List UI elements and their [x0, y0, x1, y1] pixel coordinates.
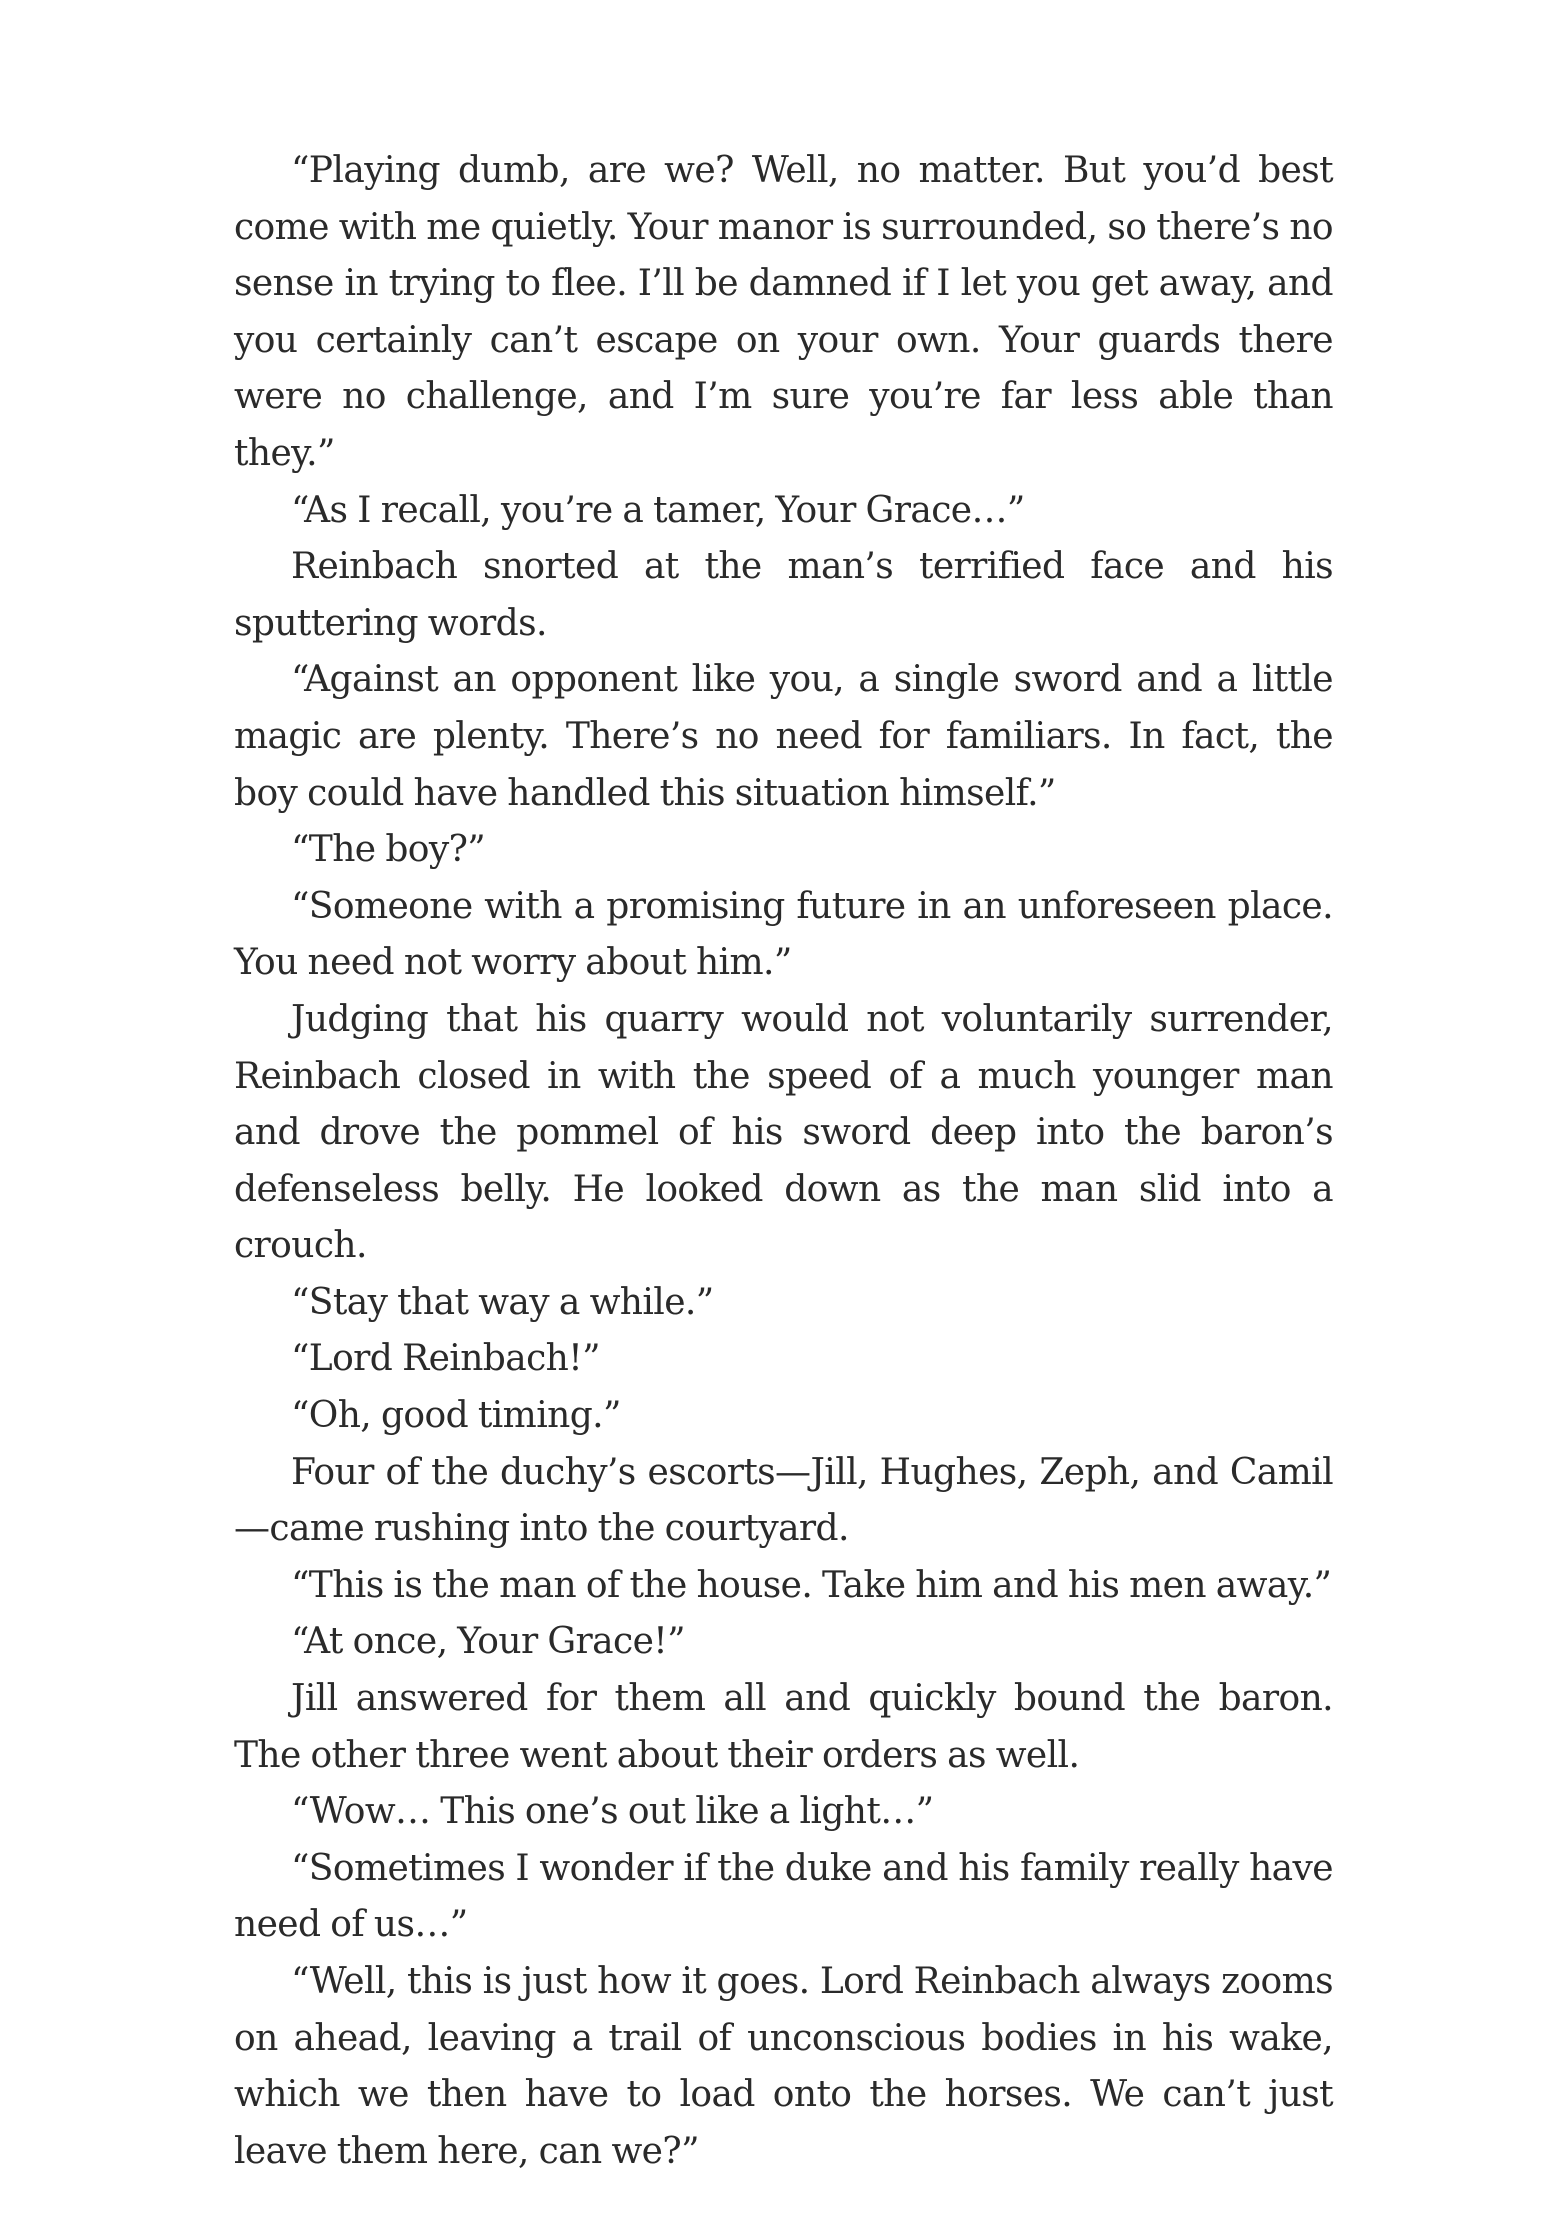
paragraph: Judging that his quarry would not voluntarily surrender, Reinbach closed in with the speed of a much younger man and drove the pommel of his sword deep into the baron’s defenseless belly. He looked down as the man slid into a crouch. — [234, 998, 1333, 1267]
paragraph: “Against an opponent like you, a single sword and a little magic are plenty. There’s no need for familiars. In fact, the boy could have handled this situation himself.” — [234, 659, 1333, 814]
paragraph: “Lord Reinbach!” — [291, 1338, 600, 1380]
paragraph: “Sometimes I wonder if the duke and his family really have need of us…” — [234, 1847, 1333, 1946]
paragraph: “Stay that way a while.” — [291, 1281, 714, 1323]
paragraph: “Well, this is just how it goes. Lord Reinbach always zooms on ahead, leaving a trail of unconscious bodies in his wake, which we then have to load onto the horses. We can’t just leave them here, can we?” — [234, 1961, 1333, 2172]
paragraph: “Wow… This one’s out like a light…” — [291, 1791, 934, 1833]
paragraph: “Playing dumb, are we? Well, no matter. But you’d best come with me quietly. Your manor is surrounded, so there’s no sense in trying to flee. I’ll be damned if I let you get away, and you certainly can’t escape on your own. Your guards there were no challenge, and I’m sure you’re far less able than they.” — [234, 150, 1333, 474]
paragraph: “At once, Your Grace!” — [291, 1621, 685, 1663]
paragraph: “This is the man of the house. Take him and his men away.” — [291, 1564, 1332, 1606]
paragraph: “Oh, good timing.” — [291, 1395, 621, 1437]
paragraph: Four of the duchy’s escorts—Jill, Hughes, Zeph, and Camil—came rushing into the courtyard. — [234, 1451, 1333, 1550]
paragraph: Jill answered for them all and quickly bound the baron. The other three went about their orders as well. — [234, 1678, 1333, 1776]
paragraph: “The boy?” — [291, 829, 486, 871]
paragraph: “Someone with a promising future in an unforeseen place. You need not worry about him.” — [234, 885, 1333, 984]
page-text — [234, 143, 1333, 2180]
paragraph: Reinbach snorted at the man’s terrified face and his sputtering words. — [234, 546, 1333, 644]
paragraph: “As I recall, you’re a tamer, Your Grace…” — [291, 489, 1025, 531]
